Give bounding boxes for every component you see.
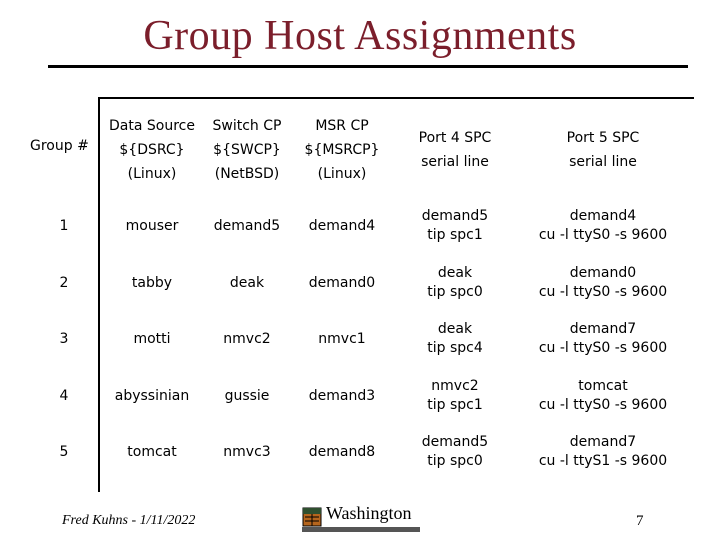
row-group: 3: [59, 331, 69, 347]
row-msrcp: demand4: [308, 218, 376, 234]
row-group: 4: [59, 388, 69, 404]
row-msrcp: demand0: [308, 275, 376, 291]
row-port4: deak tip spc4: [427, 321, 483, 356]
header-port4-spc: Port 4 SPC serial line: [418, 130, 492, 170]
row-swcp: nmvc2: [223, 331, 271, 347]
row-port4: demand5 tip spc0: [421, 434, 489, 469]
header-msr-cp: MSR CP ${MSRCP} (Linux): [304, 118, 380, 182]
row-dsrc: tabby: [131, 275, 173, 291]
row-port5: tomcat cu -l ttyS0 -s 9600: [538, 378, 668, 413]
logo-subtitle-bar: [302, 527, 420, 532]
row-port4: demand5 tip spc1: [421, 208, 489, 243]
row-port5: demand7 cu -l ttyS1 -s 9600: [538, 434, 668, 469]
crest-icon: [302, 507, 322, 527]
row-group: 2: [59, 275, 69, 291]
header-switch-cp: Switch CP ${SWCP} (NetBSD): [212, 118, 282, 182]
row-msrcp: nmvc1: [318, 331, 366, 347]
row-dsrc: tomcat: [127, 444, 177, 460]
row-port5: demand0 cu -l ttyS0 -s 9600: [538, 265, 668, 300]
group-column-header: Group #: [30, 138, 89, 154]
row-group: 5: [59, 444, 69, 460]
row-msrcp: demand3: [308, 388, 376, 404]
row-port5: demand4 cu -l ttyS0 -s 9600: [538, 208, 668, 243]
page-number: 7: [636, 513, 644, 529]
row-dsrc: motti: [133, 331, 171, 347]
header-data-source: Data Source ${DSRC} (Linux): [109, 118, 195, 182]
logo-text: Washington: [326, 503, 412, 523]
row-port5: demand7 cu -l ttyS0 -s 9600: [538, 321, 668, 356]
header-port5-spc: Port 5 SPC serial line: [566, 130, 640, 170]
university-logo: [302, 505, 420, 529]
row-dsrc: abyssinian: [114, 388, 190, 404]
footer-author-date: Fred Kuhns - 1/11/2022: [62, 513, 196, 528]
row-dsrc: mouser: [125, 218, 179, 234]
row-swcp: deak: [229, 275, 265, 291]
row-port4: deak tip spc0: [427, 265, 483, 300]
row-group: 1: [59, 218, 69, 234]
row-msrcp: demand8: [308, 444, 376, 460]
row-swcp: demand5: [213, 218, 281, 234]
slide-title: Group Host Assignments: [143, 13, 577, 59]
row-port4: nmvc2 tip spc1: [427, 378, 483, 413]
title-underline: [48, 65, 688, 68]
row-swcp: gussie: [224, 388, 270, 404]
row-swcp: nmvc3: [223, 444, 271, 460]
